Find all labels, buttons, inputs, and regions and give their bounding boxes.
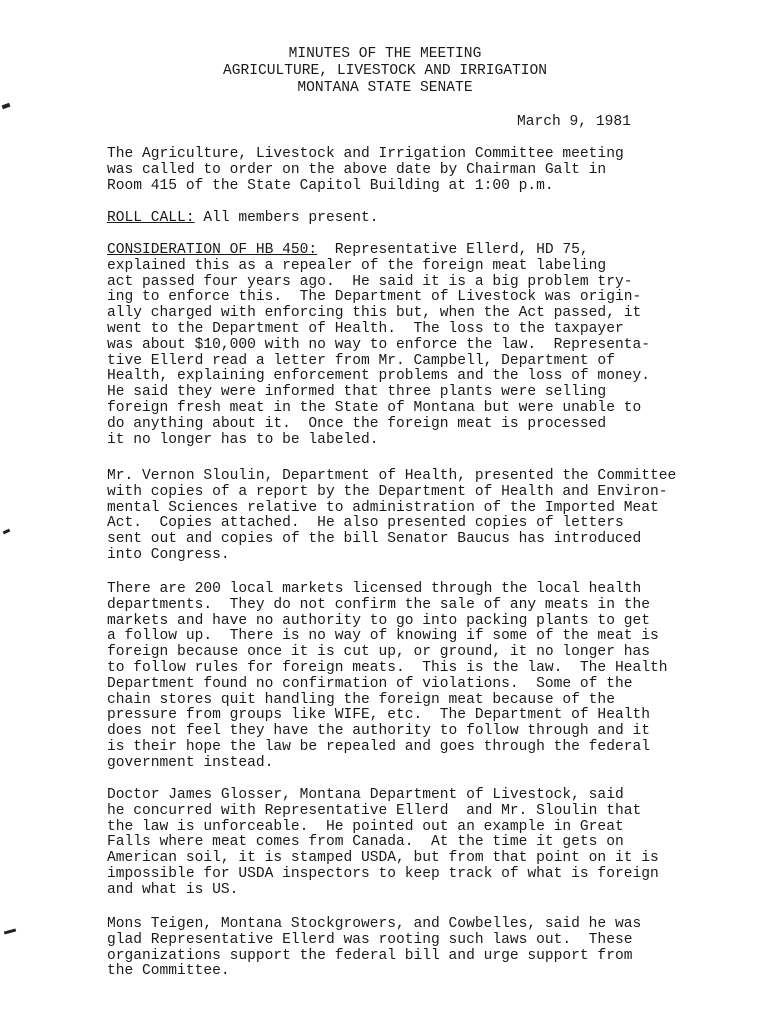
paragraph-line: Act. Copies attached. He also presented copies of letters bbox=[107, 515, 624, 532]
glosser-paragraph bbox=[107, 788, 767, 899]
paragraph-line: to follow rules for foreign meats. This is the law. The Health bbox=[107, 659, 668, 676]
document-header bbox=[0, 46, 770, 97]
paragraph-line: was called to order on the above date by Chairman Galt in bbox=[107, 161, 607, 178]
paragraph-line: the law is unforceable. He pointed out an example in Great bbox=[107, 818, 624, 835]
paragraph-line: Room 415 of the State Capitol Building at 1:00 p.m. bbox=[107, 177, 554, 194]
paragraph-line: Health, explaining enforcement problems and the loss of money. bbox=[107, 368, 650, 385]
paragraph-line: government instead. bbox=[107, 754, 274, 771]
paragraph-line: was about $10,000 with no way to enforce the law. Representa- bbox=[107, 336, 650, 353]
paragraph-line: ing to enforce this. The Department of Livestock was origin- bbox=[107, 289, 642, 306]
paragraph-line: Mons Teigen, Montana Stockgrowers, and Cowbelles, said he was bbox=[107, 916, 642, 932]
margin-scan-mark bbox=[2, 103, 11, 109]
header-title: MINUTES OF THE MEETING bbox=[288, 46, 482, 62]
roll-call-text: All members present. bbox=[194, 210, 379, 226]
paragraph-line: departments. They do not confirm the sale of any meats in the bbox=[107, 596, 650, 613]
hb450-first-line: Representative Ellerd, HD 75, bbox=[317, 242, 589, 258]
paragraph-line: He said they were informed that three plants were selling bbox=[107, 384, 607, 401]
paragraph-line: sent out and copies of the bill Senator Baucus has introduced bbox=[107, 531, 642, 548]
hb450-paragraph bbox=[107, 243, 767, 448]
paragraph-line: impossible for USDA inspectors to keep track of what is foreign bbox=[107, 865, 659, 882]
teigen-paragraph bbox=[107, 917, 767, 980]
paragraph-line: with copies of a report by the Department of Health and Environ- bbox=[107, 483, 668, 500]
paragraph-line: went to the Department of Health. The loss to the taxpayer bbox=[107, 320, 624, 337]
paragraph-line: it no longer has to be labeled. bbox=[107, 431, 379, 448]
paragraph-line: the Committee. bbox=[107, 963, 230, 980]
paragraph-line: foreign because once it is cut up, or ground, it no longer has bbox=[107, 644, 650, 661]
paragraph-line: a follow up. There is no way of knowing if some of the meat is bbox=[107, 628, 659, 645]
header-body: MONTANA STATE SENATE bbox=[297, 80, 473, 96]
paragraph-line: There are 200 local markets licensed through the local health bbox=[107, 581, 642, 597]
paragraph-line: markets and have no authority to go into packing plants to get bbox=[107, 612, 650, 629]
paragraph-line bbox=[107, 211, 767, 227]
paragraph-line: pressure from groups like WIFE, etc. The Department of Health bbox=[107, 707, 650, 724]
paragraph-line: Department found no confirmation of violations. Some of the bbox=[107, 675, 633, 692]
paragraph-line: act passed four years ago. He said it is a big problem try- bbox=[107, 273, 633, 290]
paragraph-line: ally charged with enforcing this but, when the Act passed, it bbox=[107, 305, 642, 322]
sloulin-paragraph bbox=[107, 469, 767, 564]
margin-scan-mark bbox=[4, 928, 16, 934]
hb450-label: CONSIDERATION OF HB 450: bbox=[107, 242, 318, 258]
paragraph-line: does not feel they have the authority to follow through and it bbox=[107, 723, 650, 740]
paragraph-line: chain stores quit handling the foreign meat because of the bbox=[107, 691, 615, 708]
margin-scan-mark bbox=[3, 529, 11, 535]
paragraph-line: American soil, it is stamped USDA, but from that point on it is bbox=[107, 850, 659, 867]
paragraph-line: glad Representative Ellerd was rooting such laws out. These bbox=[107, 931, 633, 948]
paragraph-line: he concurred with Representative Ellerd and Mr. Sloulin that bbox=[107, 802, 642, 819]
opening-paragraph bbox=[107, 147, 767, 194]
paragraph-line: Falls where meat comes from Canada. At the time it gets on bbox=[107, 834, 624, 851]
paragraph-line: organizations support the federal bill and urge support from bbox=[107, 947, 633, 964]
paragraph-line: into Congress. bbox=[107, 546, 230, 563]
paragraph-line: Doctor James Glosser, Montana Department of Livestock, said bbox=[107, 787, 624, 803]
paragraph-line: foreign fresh meat in the State of Montana but were unable to bbox=[107, 399, 642, 416]
header-committee: AGRICULTURE, LIVESTOCK AND IRRIGATION bbox=[222, 63, 548, 79]
paragraph-line: tive Ellerd read a letter from Mr. Campbell, Department of bbox=[107, 352, 615, 369]
paragraph-line: do anything about it. Once the foreign meat is processed bbox=[107, 415, 607, 432]
markets-paragraph bbox=[107, 582, 767, 772]
meeting-date: March 9, 1981 bbox=[517, 114, 631, 130]
paragraph-line: and what is US. bbox=[107, 881, 239, 898]
paragraph-line bbox=[107, 243, 767, 259]
paragraph-line: The Agriculture, Livestock and Irrigation Committee meeting bbox=[107, 146, 624, 162]
paragraph-line: mental Sciences relative to administration of the Imported Meat bbox=[107, 499, 659, 516]
paragraph-line: is their hope the law be repealed and goes through the federal bbox=[107, 738, 650, 755]
paragraph-line: explained this as a repealer of the foreign meat labeling bbox=[107, 257, 607, 274]
roll-call-label: ROLL CALL: bbox=[107, 210, 195, 226]
paragraph-line: Mr. Vernon Sloulin, Department of Health, presented the Committee bbox=[107, 468, 677, 484]
roll-call-paragraph bbox=[107, 211, 767, 227]
